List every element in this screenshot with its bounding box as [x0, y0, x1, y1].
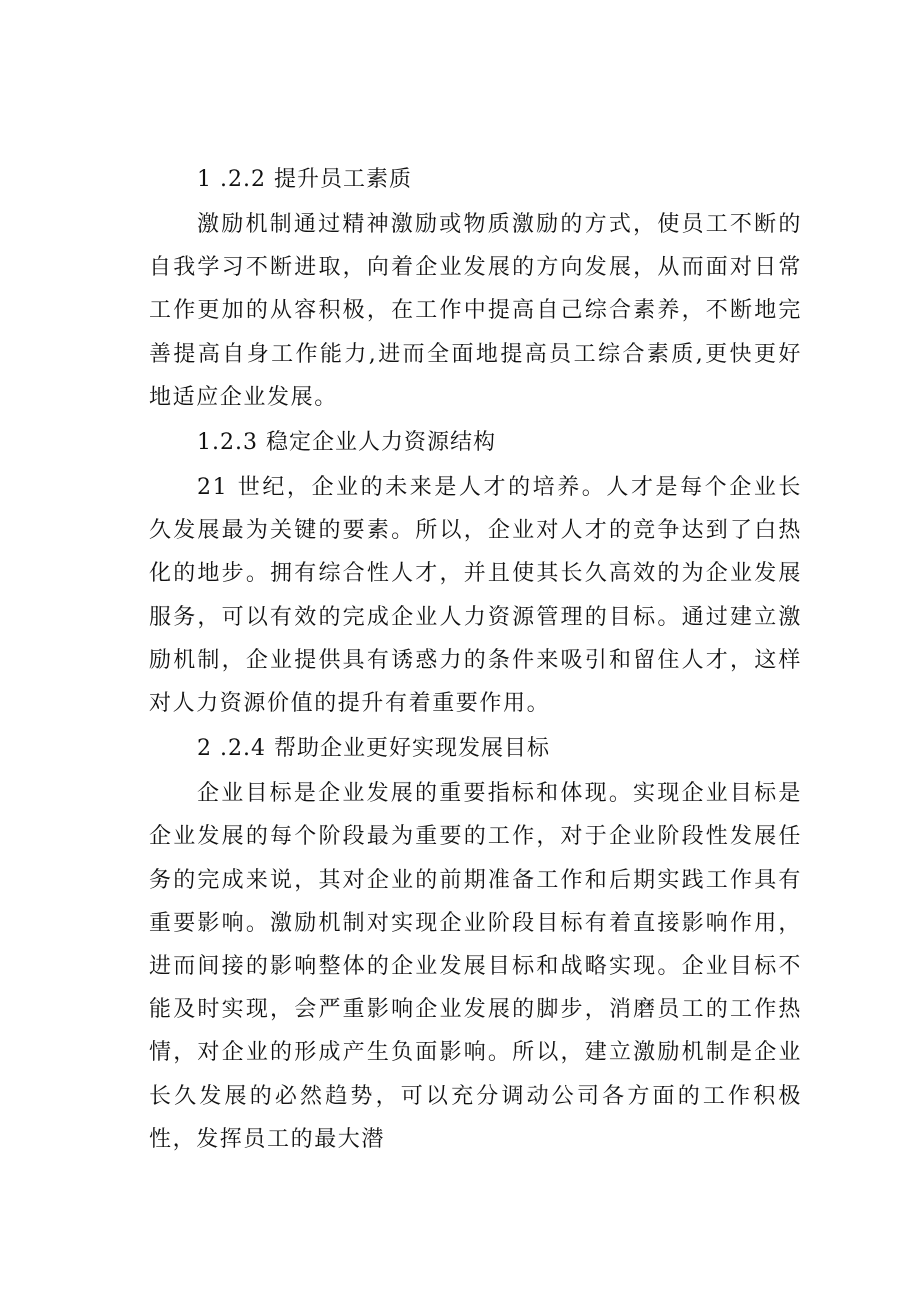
- section-paragraph-achieve-goals: 企业目标是企业发展的重要指标和体现。实现企业目标是企业发展的每个阶段最为重要的工作，对于企业阶段性发展任务的完成来说，其对企业的前期准备工作和后期实践工作具有重要影响。激励机制对实现企业阶段目标有着直接影响作用，进而间接的影响整体的企业发展目标和战略实现。企业目标不能及时实现，会严重影响企业发展的脚步，消磨员工的工作热情，对企业的形成产生负面影响。所以，建立激励机制是企业长久发展的必然趋势，可以充分调动公司各方面的工作积极性，发挥员工的最大潜: [149, 781, 802, 1152]
- section-paragraph-stabilize-hr: 21 世纪，企业的未来是人才的培养。人才是每个企业长久发展最为关键的要素。所以，企业对人才的竞争达到了白热化的地步。拥有综合性人才，并且使其长久高效的为企业发展服务，可以有效的完成企业人力资源管理的目标。通过建立激励机制，企业提供具有诱惑力的条件来吸引和留住人才，这样对人力资源价值的提升有着重要作用。: [149, 475, 802, 717]
- section-heading-stabilize-hr: 1.2.3 稳定企业人力资源结构: [197, 430, 496, 456]
- section-paragraph-improve-quality: 激励机制通过精神激励或物质激励的方式，使员工不断的自我学习不断进取，向着企业发展的方向发展，从而面对日常工作更加的从容积极，在工作中提高自己综合素养，不断地完善提高自身工作能力,进而全面地提高员工综合素质,更快更好地适应企业发展。: [149, 212, 802, 410]
- section-heading-achieve-goals: 2 .2.4 帮助企业更好实现发展目标: [197, 736, 550, 762]
- document-body: [149, 156, 802, 1161]
- section-heading-improve-quality: 1 .2.2 提升员工素质: [197, 167, 412, 192]
